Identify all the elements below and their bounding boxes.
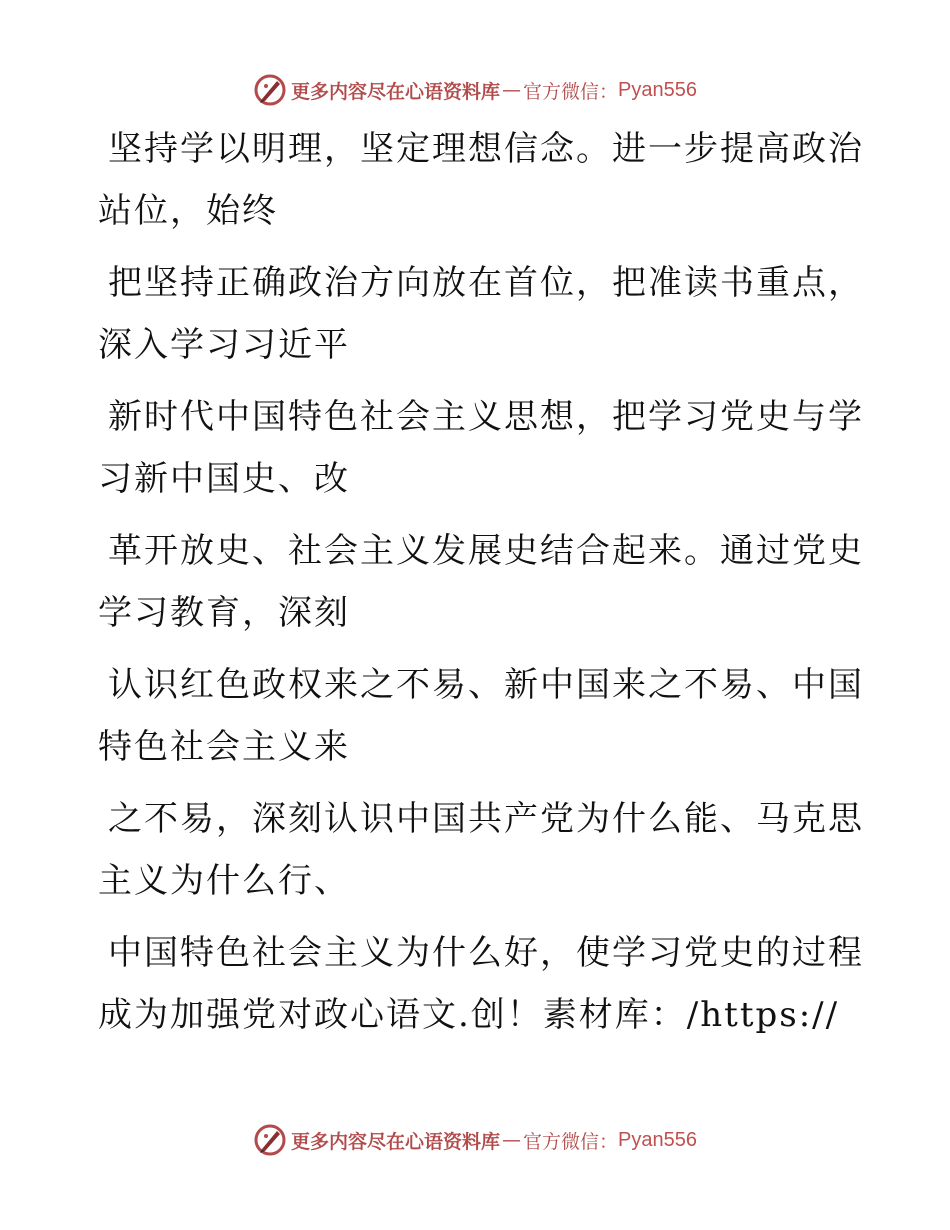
header-contact-id: Pyan556	[618, 78, 697, 101]
text-line: 站位，始终	[98, 191, 278, 231]
text-line: 成为加强党对政心语文.创！素材库：/https://	[98, 995, 840, 1035]
text-line: 革开放史、社会主义发展史结合起来。通过党史	[108, 531, 864, 571]
text-line: 认识红色政权来之不易、新中国来之不易、中国	[108, 665, 864, 705]
text-line: 之不易，深刻认识中国共产党为什么能、马克思	[108, 799, 864, 839]
footer-separator: —	[502, 1129, 522, 1151]
footer-banner	[0, 1120, 950, 1160]
text-line: 学习教育，深刻	[98, 593, 350, 633]
text-line: 主义为什么行、	[98, 861, 350, 901]
quill-pen-logo-icon	[253, 73, 287, 107]
header-brand-text: 更多内容尽在心语资料库	[291, 80, 501, 103]
paragraph	[98, 118, 864, 242]
text-line: 深入学习习近平	[98, 325, 350, 365]
paragraph	[98, 788, 864, 912]
paragraph	[98, 386, 864, 510]
header-banner	[0, 70, 950, 110]
text-line: 习新中国史、改	[98, 459, 350, 499]
text-line: 新时代中国特色社会主义思想，把学习党史与学	[108, 397, 864, 437]
header-contact-label: 官方微信：	[523, 80, 619, 103]
text-line: 把坚持正确政治方向放在首位，把准读书重点，	[108, 263, 864, 303]
header-separator: —	[502, 79, 522, 101]
footer-contact-label: 官方微信：	[523, 1130, 619, 1153]
paragraph	[98, 922, 864, 1046]
footer-contact-id: Pyan556	[618, 1128, 697, 1151]
paragraph	[98, 520, 864, 644]
text-line: 特色社会主义来	[98, 727, 350, 767]
text-line: 坚持学以明理，坚定理想信念。进一步提高政治	[108, 129, 864, 169]
text-line: 中国特色社会主义为什么好，使学习党史的过程	[108, 933, 864, 973]
quill-pen-logo-icon	[253, 1123, 287, 1157]
footer-brand-text: 更多内容尽在心语资料库	[291, 1130, 501, 1153]
document-body	[98, 118, 864, 1046]
paragraph	[98, 252, 864, 376]
paragraph	[98, 654, 864, 778]
